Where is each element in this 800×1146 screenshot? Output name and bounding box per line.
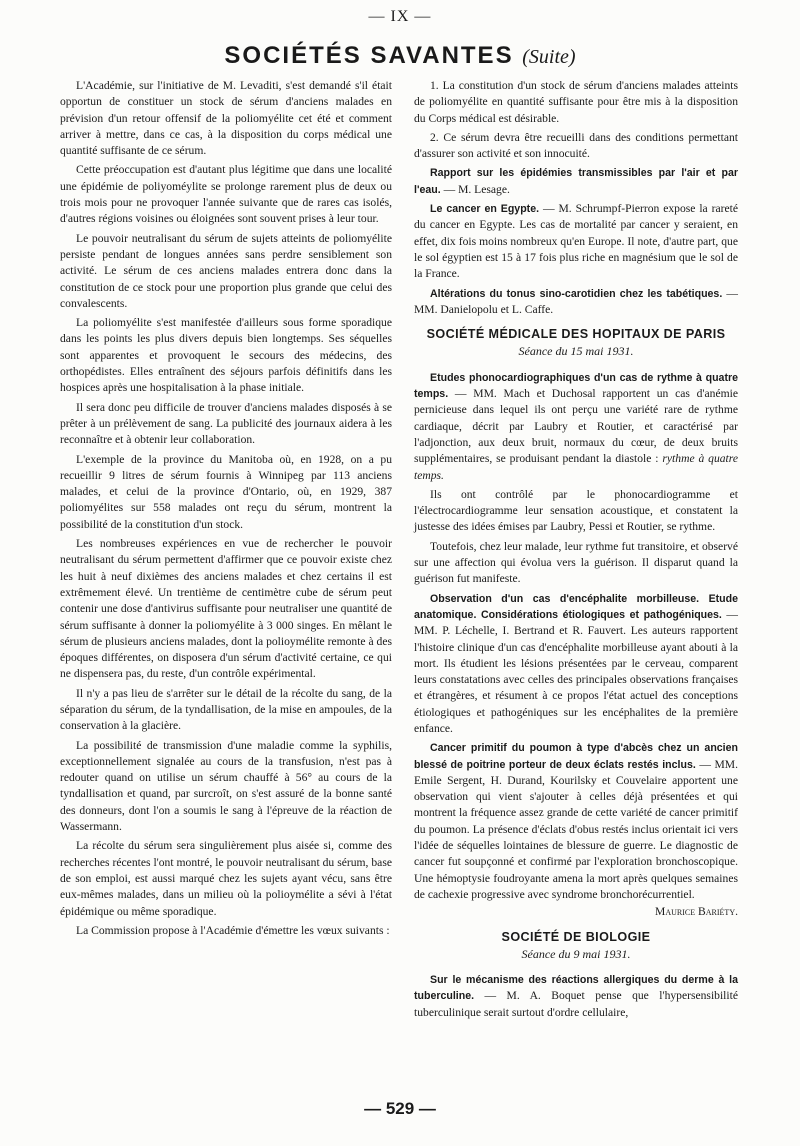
paragraph: L'Académie, sur l'initiative de M. Levaditi, s'est demandé s'il était opportun de constituer un stock de sérum d'anciens malades en prévision d'un retour offensif de la poliomyélite cet été et comment arriver à mettre, dans ce cas, à la disposition du corps médical une quantité suffisante de ce sérum. (60, 79, 392, 158)
section-title-text: SOCIÉTÉS SAVANTES (224, 42, 514, 69)
paragraph: Il sera donc peu difficile de trouver d'anciens malades disposés à se prêter à un prélèvement de sang. La publicité des journaux aidera à les reconnaître et à obtenir leur collaboration. (60, 400, 392, 447)
report-title: Cancer primitif du poumon à type d'abcès chez un ancien blessé de poitrine porteur de deux éclats restés inclus. (414, 742, 738, 771)
paragraph: Cette préoccupation est d'autant plus légitime que dans une localité une épidémie de poliyoméylite se prolonge rarement plus de deux ou trois mois pour ne provoquer l'année suivante que de rares cas isolés, d'autres régions voisines ou éloignées sont souvent prises à leur tour. (60, 163, 392, 226)
page-number: — 529 — (364, 1099, 436, 1118)
session-date: Séance du 9 mai 1931. (521, 946, 631, 961)
paragraph: Les nombreuses expériences en vue de rechercher le pouvoir neutralisant du sérum permettent d'affirmer que ce pouvoir existe chez les huit à neuf dixièmes des anciens malades et chez certains il est extrêmement élevé. Un trentième de centimètre cube de sérum peut contenir une dose d'antivirus suffisante pour neutraliser une quantité de sérum suffisante à donner la poliomyélite à 3 000 singes. En mêlant le sérum de plusieurs anciens malades, dont la polioymélite remonte à des époques différentes, on disposera d'un sérum d'activité certaine, ce qui ne dispensera pas, du reste, d'un contrôle expérimental. (60, 537, 392, 681)
paragraph: La Commission propose à l'Académie d'émettre les vœux suivants : (76, 923, 390, 937)
report-text: — M. Schrumpf-Pierron expose la rareté du cancer en Egypte. Les cas de mortalité par cancer y seraient, en effet, dix fois moins nombreux qu'en Europe. Il note, d'autre part, que le sol égyptien est 15 à 17 fois plus riche en magnésium que le sol de la France. (414, 202, 738, 281)
report-entry (414, 201, 738, 282)
paragraph: La possibilité de transmission d'une maladie comme la syphilis, exceptionnellement signalée au cours de la transfusion, n'est pas à redouter quand on utilise un sérum chauffé à 56° au cours de la tyndallisation et quand, par surcroît, on s'est assuré de la bonne santé des donneurs, dont l'on a soumis le sang à l'épreuve de la réaction de Wassermann. (60, 738, 392, 834)
report-title: Rapport sur les épidémies transmissibles par l'air et par l'eau. (414, 167, 738, 196)
report-entry (414, 286, 738, 319)
report-text: — MM. Mach et Duchosal rapportent un cas d'anémie pernicieuse dans lequel ils ont perçu une variété rare de rythme cardiaque, décrit par Laubry et Routier, et caractérisé par l'adjonction, aux deux bruit, normaux du cœur, de deux bruits supplémentaires, se produisant pendant la diastole : (414, 387, 738, 466)
report-title: Le cancer en Egypte. (430, 203, 540, 216)
paragraph: La poliomyélite s'est manifestée d'ailleurs sous forme sporadique dans les points les plus divers depuis bien longtemps. Ses séquelles sont apparentes et provoquent le secours des médecins, des orthopédistes. Elles entraînent des séjours parfois définitifs dans les hospices après une hospitalisation à la phase initiale. (60, 316, 392, 395)
paragraph: L'exemple de la province du Manitoba où, en 1928, on a pu recueillir 9 litres de sérum fournis à Winnipeg par 113 anciens malades, et celui de la province d'Ontario, où, en 1929, 387 poliomyélites sur 558 malades ont reçu du sérum, montrent la possibilité de la constitution d'un stock. (60, 452, 392, 531)
report-title: Sur le mécanisme des réactions allergiques du derme à la tuberculine. (414, 974, 738, 1003)
roman-page-header: — IX — (368, 8, 432, 25)
report-entry (414, 165, 738, 198)
report-entry (414, 740, 738, 903)
report-entry (414, 591, 738, 738)
report-entry (414, 370, 738, 484)
session-date: Séance du 15 mai 1931. (518, 344, 634, 359)
wish-item: 1. La constitution d'un stock de sérum d'anciens malades atteints de poliomyélite en quantité suffisante pour être mis à la disposition du Corps médical est désirable. (414, 79, 738, 125)
paragraph: Il n'y a pas lieu de s'arrêter sur le détail de la récolte du sang, de la séparation du sérum, de la tyndallisation, de la mise en ampoules, de la conservation à la glacière. (60, 686, 392, 733)
report-title: Etudes phonocardiographiques d'un cas de rythme à quatre temps. (414, 371, 738, 401)
society-heading: SOCIÉTÉ DE BIOLOGIE (501, 929, 651, 944)
left-column (60, 78, 392, 942)
report-title: Altérations du tonus sino-carotidien chez les tabétiques. (430, 287, 723, 300)
report-entry (414, 972, 738, 1021)
wish-item: 2. Ce sérum devra être recueilli dans des conditions permettant d'assurer son activité et son innocuité. (414, 130, 738, 161)
report-text: — M. Lesage. (440, 182, 510, 196)
right-column (414, 78, 738, 1024)
report-text: — MM. P. Léchelle, I. Bertrand et R. Fauvert. Les auteurs rapportent l'histoire clinique d'un cas d'encéphalite morbilleuse ayant abouti à la mort. Ils étudient les lésions présentées par le cerveau, comparent leurs constatations avec celles des principales observations françaises et étrangères, et résument à ce propos l'état actuel des conceptions étiologiques et pathogéniques sur les encéphalites de la première enfance. (414, 607, 738, 735)
report-text: — MM. Emile Sergent, H. Durand, Kourilsky et Couvelaire apportent une observation qui vient s'ajouter à celles déjà présentées et qui montrent la fréquence assez grande de cette variété de cancer primitif du poumon. La présence d'éclats d'obus restés inclus orientait ici vers l'idée de séquelles lointaines de blessure de guerre. Le diagnostic de cancer fut soupçonné et confirmé par l'exploration bronchoscopique. Une hémoptysie foudroyante amena la mort après quelques semaines de cachexie progressive avec syndrome bronchorécurrentiel. (414, 757, 738, 901)
author-signature: Maurice Bariéty. (655, 905, 738, 919)
report-text: — M. A. Boquet pense que l'hypersensibilité tuberculinique serait surtout d'ordre cellulaire, (414, 989, 738, 1019)
report-title: Observation d'un cas d'encéphalite morbilleuse. Etude anatomique. Considérations étiologiques et pathogéniques. (414, 592, 738, 621)
section-title-suite: (Suite) (522, 46, 576, 68)
section-title (0, 42, 800, 70)
report-italic: rythme à quatre temps. (414, 452, 738, 482)
society-heading: SOCIÉTÉ MÉDICALE DES HOPITAUX DE PARIS (426, 327, 726, 342)
paragraph: La récolte du sérum sera singulièrement plus aisée si, comme des recherches récentes l'ont montré, le pouvoir neutralisant du sérum, base de son emploi, est aussi marqué chez les sujets ayant vécu, sans être eux-mêmes malades, dans un milieu où la polioymélite a sévi à l'état épidémique ou même sporadique. (60, 839, 392, 918)
paragraph: Toutefois, chez leur malade, leur rythme fut transitoire, et observé sur une affection qui évolua vers la guérison. Il disparut quand la guérison fut manifeste. (414, 539, 738, 586)
paragraph: Le pouvoir neutralisant du sérum de sujets atteints de poliomyélite persiste pendant de longues années sans perdre sensiblement son activité. Le sérum de ces anciens malades entrera donc dans la constitution de ce stock pour une proportion plus grande que celui des convalescents. (60, 231, 392, 310)
report-text: — MM. Danielopolu et L. Caffe. (414, 286, 738, 316)
paragraph: Ils ont contrôlé par le phonocardiogramme et l'électrocardiogramme leur sensation acoustique, et constatent la justesse des idées émises par Laubry, Pessi et Routier, se rythme. (414, 487, 738, 534)
